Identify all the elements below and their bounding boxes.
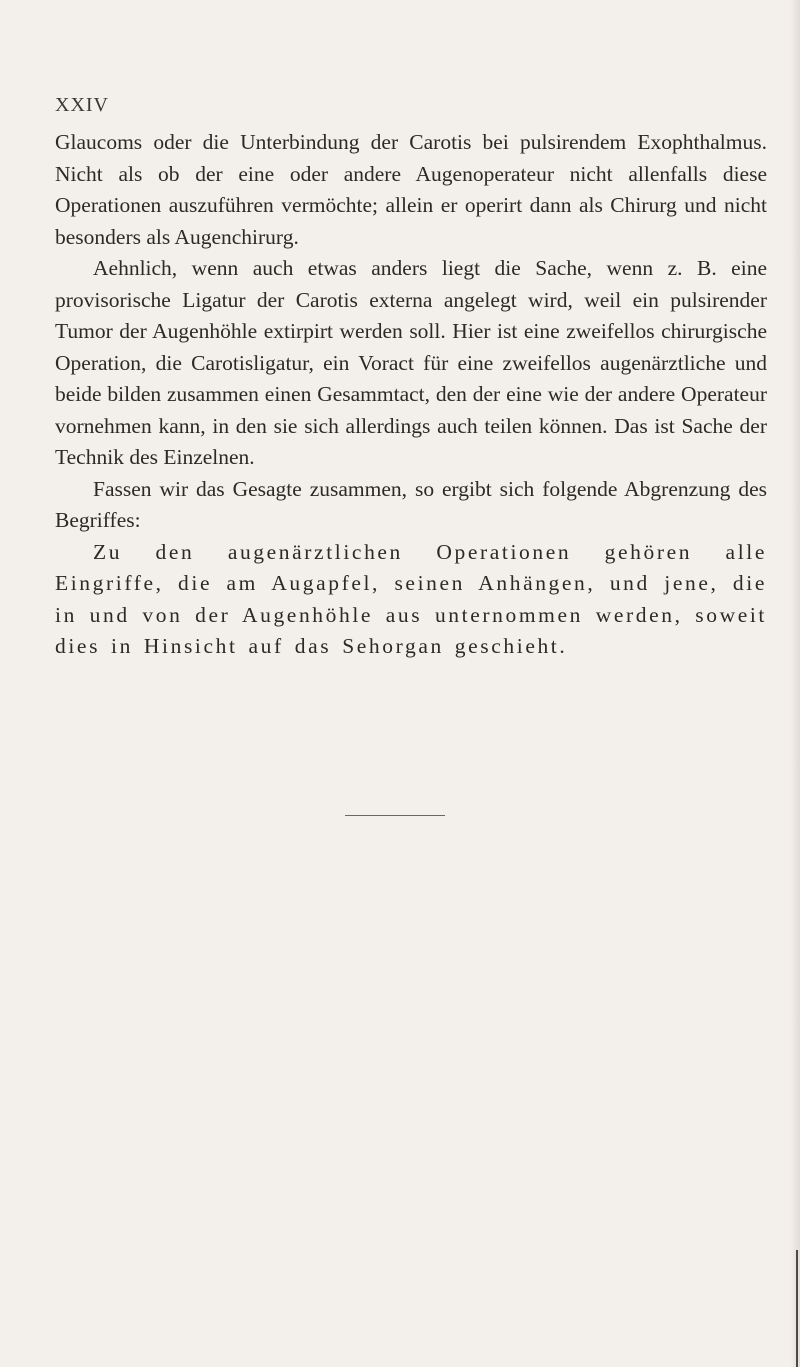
paragraph-1: Glaucoms oder die Unterbindung der Carotis bei pulsirendem Exophthalmus. Nicht als ob der eine oder andere Augenoperateur nicht allenfalls diese Operationen auszuführen vermöchte; allein er operirt dann als Chirurg und nicht besonders als Augenchirurg. <box>55 130 767 249</box>
section-rule <box>345 815 445 816</box>
definition-paragraph: Zu den augenärztlichen Operationen gehören alle Eingriffe, die am Augapfel, seinen Anhängen, und jene, die in und von der Augenhöhle aus unternommen werden, soweit dies in Hinsicht auf das Sehorgan geschieht. <box>55 539 767 658</box>
paragraph-3: Fassen wir das Gesagte zusammen, so ergibt sich folgende Abgrenzung des Begriffes: <box>55 476 767 532</box>
page-edge-shadow <box>790 0 800 1367</box>
paragraph-2: Aehnlich, wenn auch etwas anders liegt die Sache, wenn z. B. eine provisorische Ligatur der Carotis externa angelegt wird, weil ein pulsirender Tumor der Augenhöhle extirpirt werden soll. Hier ist eine zweifellos chirurgische Operation, die Carotisligatur, ein Voract für eine zweifellos augenärztliche und beide bilden zusammen einen Gesammtact, den der eine wie der andere Operateur vornehmen kann, in den sie sich allerdings auch teilen können. Das ist Sache der Technik des Einzelnen. <box>55 256 767 469</box>
page-number: XXIV <box>55 94 109 116</box>
body-text <box>55 127 767 663</box>
page-edge-line <box>796 1250 798 1367</box>
